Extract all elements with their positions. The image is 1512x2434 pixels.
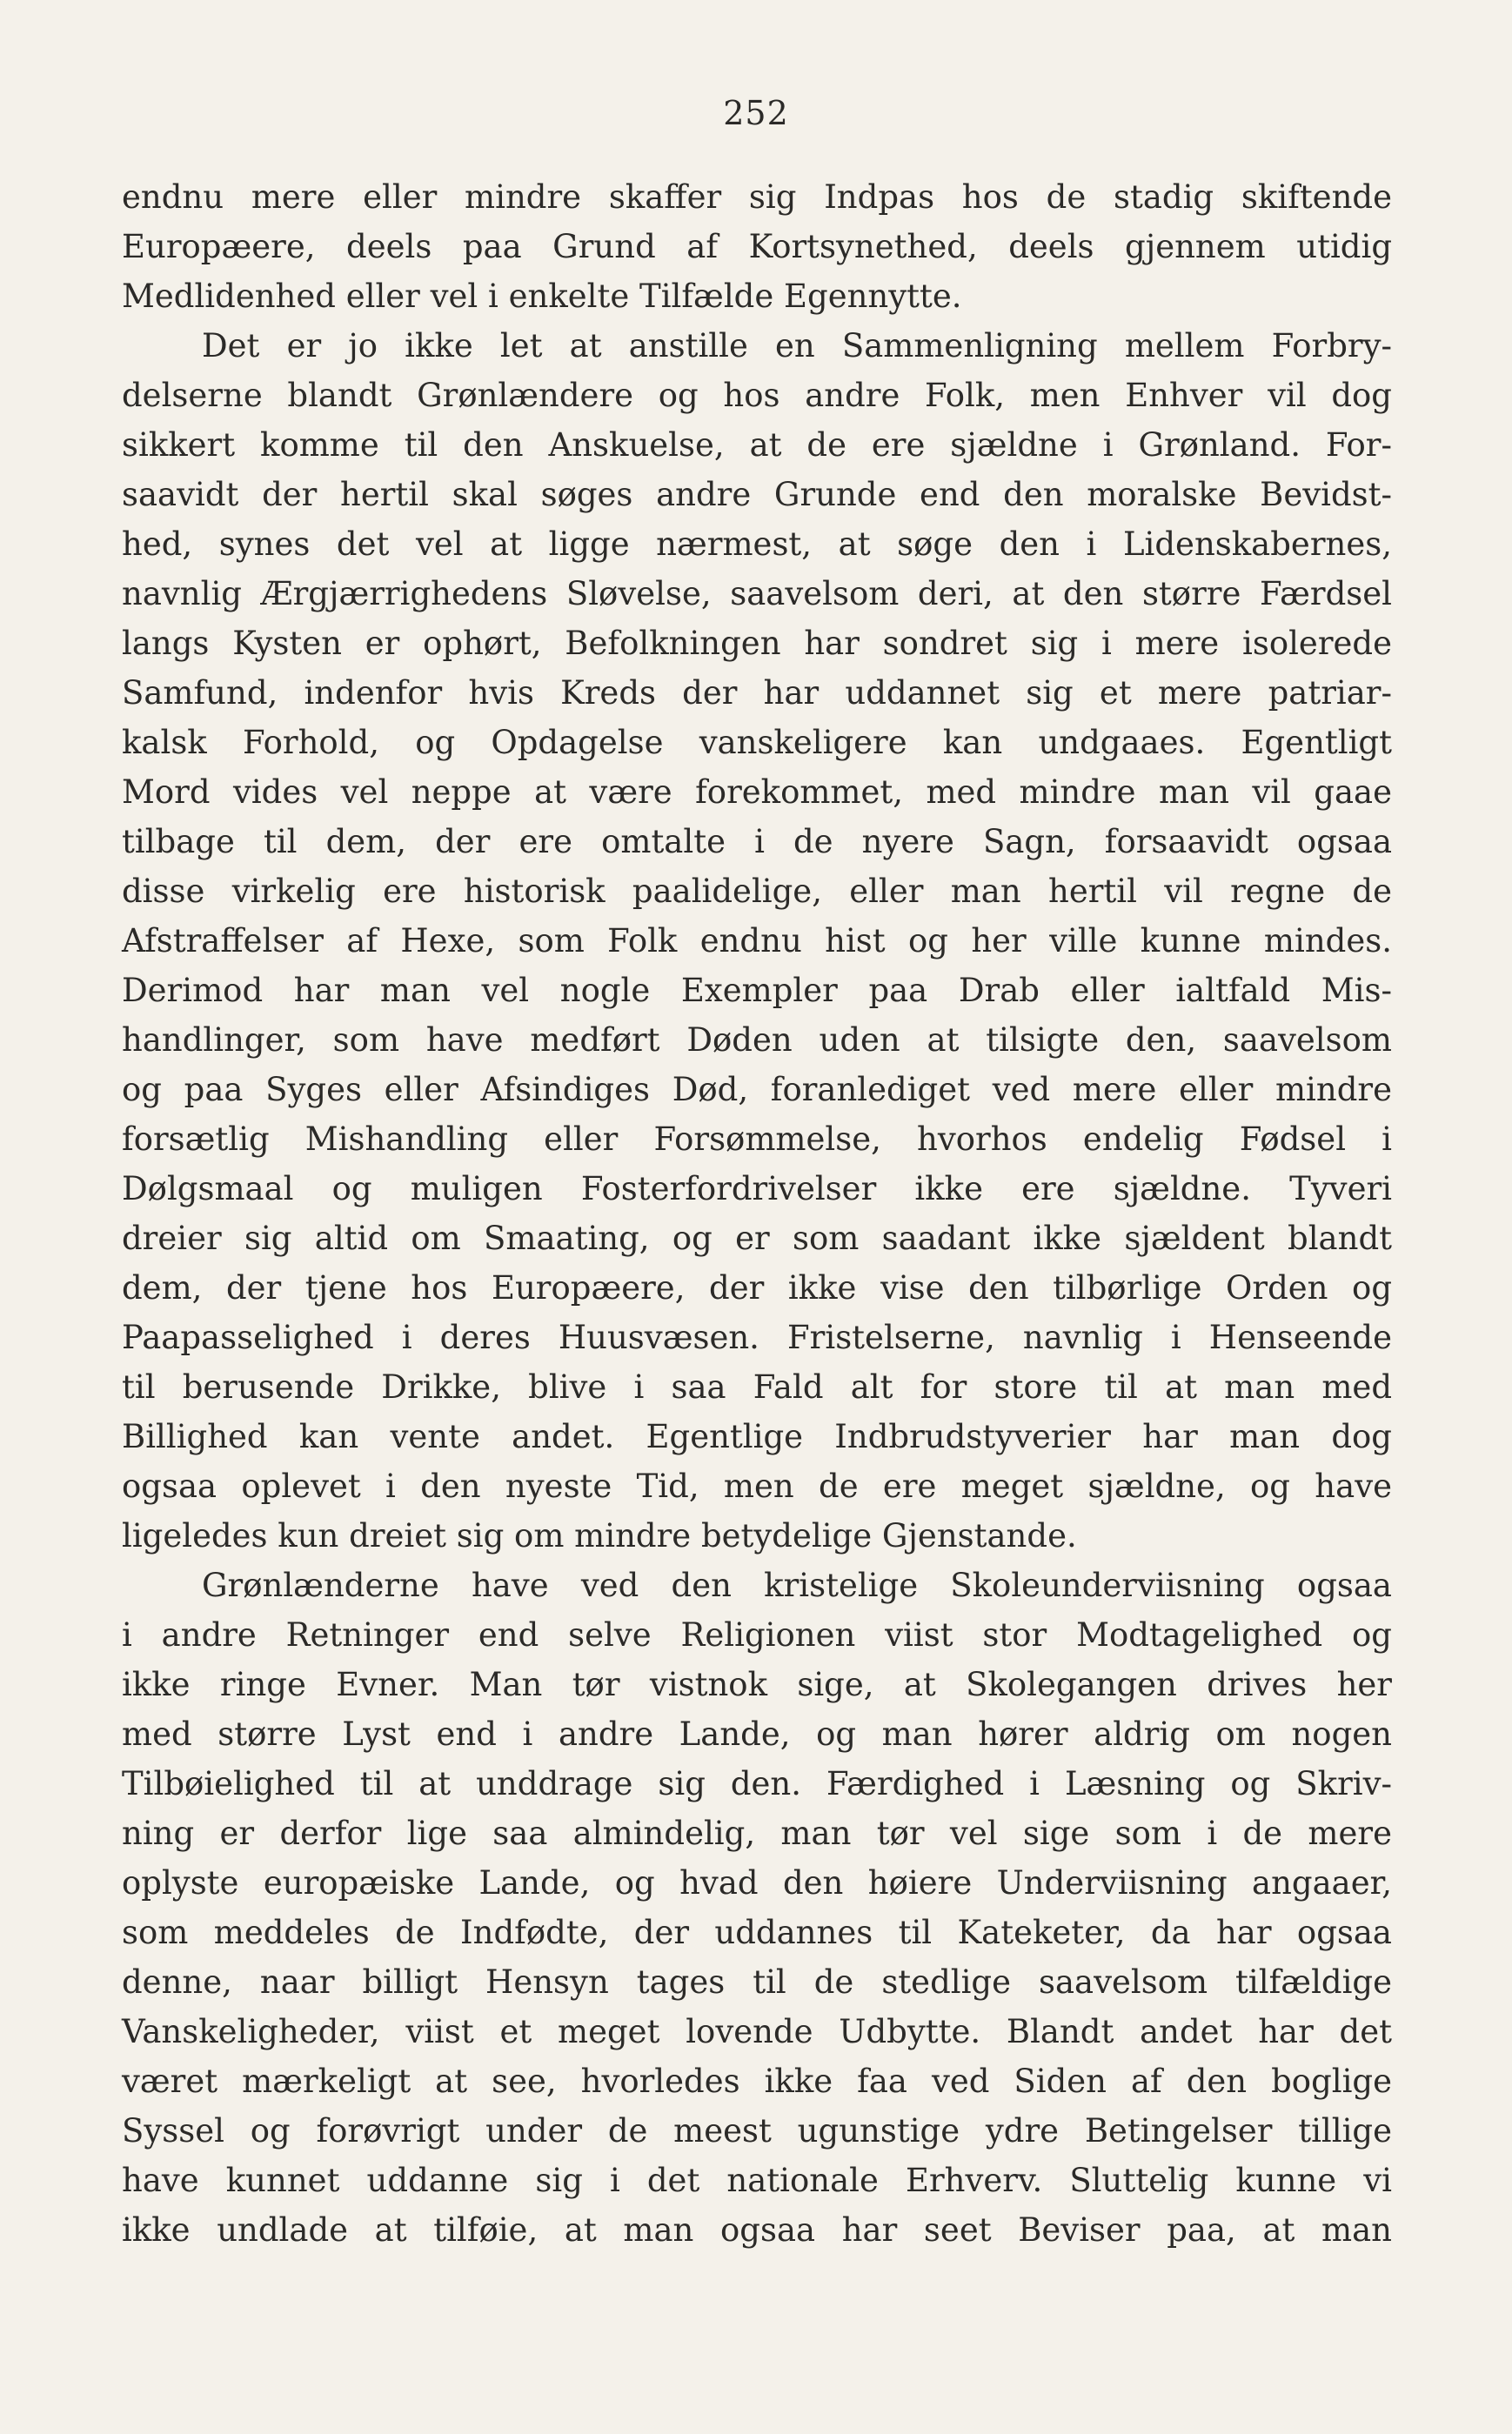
text-line: Tilbøielighed til at unddrage sig den. Færdighed i Læsning og Skriv- — [122, 1765, 1392, 1802]
text-line: langs Kysten er ophørt, Befolkningen har sondret sig i mere isolerede — [122, 625, 1392, 662]
text-line: Billighed kan vente andet. Egentlige Indbrudstyverier har man dog — [122, 1418, 1392, 1455]
text-line: endnu mere eller mindre skaffer sig Indpas hos de stadig skiftende — [122, 178, 1392, 216]
text-line: delserne blandt Grønlændere og hos andre Folk, men Enhver vil dog — [122, 377, 1392, 414]
text-line: hed, synes det vel at ligge nærmest, at søge den i Lidenskabernes, — [122, 525, 1392, 563]
text-line: som meddeles de Indfødte, der uddannes til Kateketer, da har ogsaa — [122, 1914, 1392, 1951]
text-line: været mærkeligt at see, hvorledes ikke faa ved Siden af den boglige — [122, 2063, 1392, 2100]
text-line: oplyste europæiske Lande, og hvad den høiere Underviisning angaaer, — [122, 1864, 1392, 1902]
text-line: ning er derfor lige saa almindelig, man tør vel sige som i de mere — [122, 1815, 1392, 1852]
text-line: Europæere, deels paa Grund af Kortsynethed, deels gjennem utidig — [122, 228, 1392, 265]
text-line: Mord vides vel neppe at være forekommet, med mindre man vil gaae — [122, 773, 1392, 811]
text-line: ikke ringe Evner. Man tør vistnok sige, at Skolegangen drives her — [122, 1666, 1392, 1703]
text-line: og paa Syges eller Afsindiges Død, foranlediget ved mere eller mindre — [122, 1071, 1392, 1108]
text-line: handlinger, som have medført Døden uden at tilsigte den, saavelsom — [122, 1021, 1392, 1059]
text-line: kalsk Forhold, og Opdagelse vanskeligere kan undgaaes. Egentligt — [122, 724, 1392, 761]
text-line: Derimod har man vel nogle Exempler paa Drab eller ialtfald Mis- — [122, 972, 1392, 1009]
text-line: saavidt der hertil skal søges andre Grunde end den moralske Bevidst- — [122, 476, 1392, 513]
text-line: dreier sig altid om Smaating, og er som saadant ikke sjældent blandt — [122, 1220, 1392, 1257]
text-line: ikke undlade at tilføie, at man ogsaa har seet Beviser paa, at man — [122, 2211, 1392, 2249]
text-line: Samfund, indenfor hvis Kreds der har uddannet sig et mere patriar- — [122, 674, 1392, 712]
text-line: Afstraffelser af Hexe, som Folk endnu hist og her ville kunne mindes. — [122, 922, 1392, 960]
text-line: Paapasselighed i deres Huusvæsen. Fristelserne, navnlig i Henseende — [122, 1319, 1392, 1356]
text-line: denne, naar billigt Hensyn tages til de stedlige saavelsom tilfældige — [122, 1963, 1392, 2001]
text-line: sikkert komme til den Anskuelse, at de ere sjældne i Grønland. For- — [122, 426, 1392, 464]
body-text — [122, 172, 1392, 2255]
text-line: forsætlig Mishandling eller Forsømmelse, hvorhos endelig Fødsel i — [122, 1120, 1392, 1158]
text-line: ligeledes kun dreiet sig om mindre betydelige Gjenstande. — [122, 1517, 1077, 1555]
text-line: Vanskeligheder, viist et meget lovende Udbytte. Blandt andet har det — [122, 2013, 1392, 2050]
text-line: dem, der tjene hos Europæere, der ikke vise den tilbørlige Orden og — [122, 1269, 1392, 1307]
text-line: ogsaa oplevet i den nyeste Tid, men de ere meget sjældne, og have — [122, 1468, 1392, 1505]
text-line: med større Lyst end i andre Lande, og man hører aldrig om nogen — [122, 1715, 1392, 1753]
text-line: navnlig Ærgjærrighedens Sløvelse, saavelsom deri, at den større Færdsel — [122, 575, 1392, 612]
text-line: tilbage til dem, der ere omtalte i de nyere Sagn, forsaavidt ogsaa — [122, 823, 1392, 860]
text-line: have kunnet uddanne sig i det nationale Erhverv. Sluttelig kunne vi — [122, 2162, 1392, 2199]
text-line: disse virkelig ere historisk paalidelige, eller man hertil vil regne de — [122, 873, 1392, 910]
text-line: Dølgsmaal og muligen Fosterfordrivelser ikke ere sjældne. Tyveri — [122, 1170, 1392, 1207]
text-line: Grønlænderne have ved den kristelige Skoleunderviisning ogsaa — [202, 1567, 1392, 1604]
text-line: Det er jo ikke let at anstille en Sammenligning mellem Forbry- — [202, 327, 1392, 364]
text-line: i andre Retninger end selve Religionen viist stor Modtagelighed og — [122, 1616, 1392, 1654]
text-line: Syssel og forøvrigt under de meest ugunstige ydre Betingelser tillige — [122, 2112, 1392, 2150]
text-line: til berusende Drikke, blive i saa Fald alt for store til at man med — [122, 1368, 1392, 1406]
text-line: Medlidenhed eller vel i enkelte Tilfælde Egennytte. — [122, 278, 962, 315]
page-number: 252 — [723, 94, 789, 132]
